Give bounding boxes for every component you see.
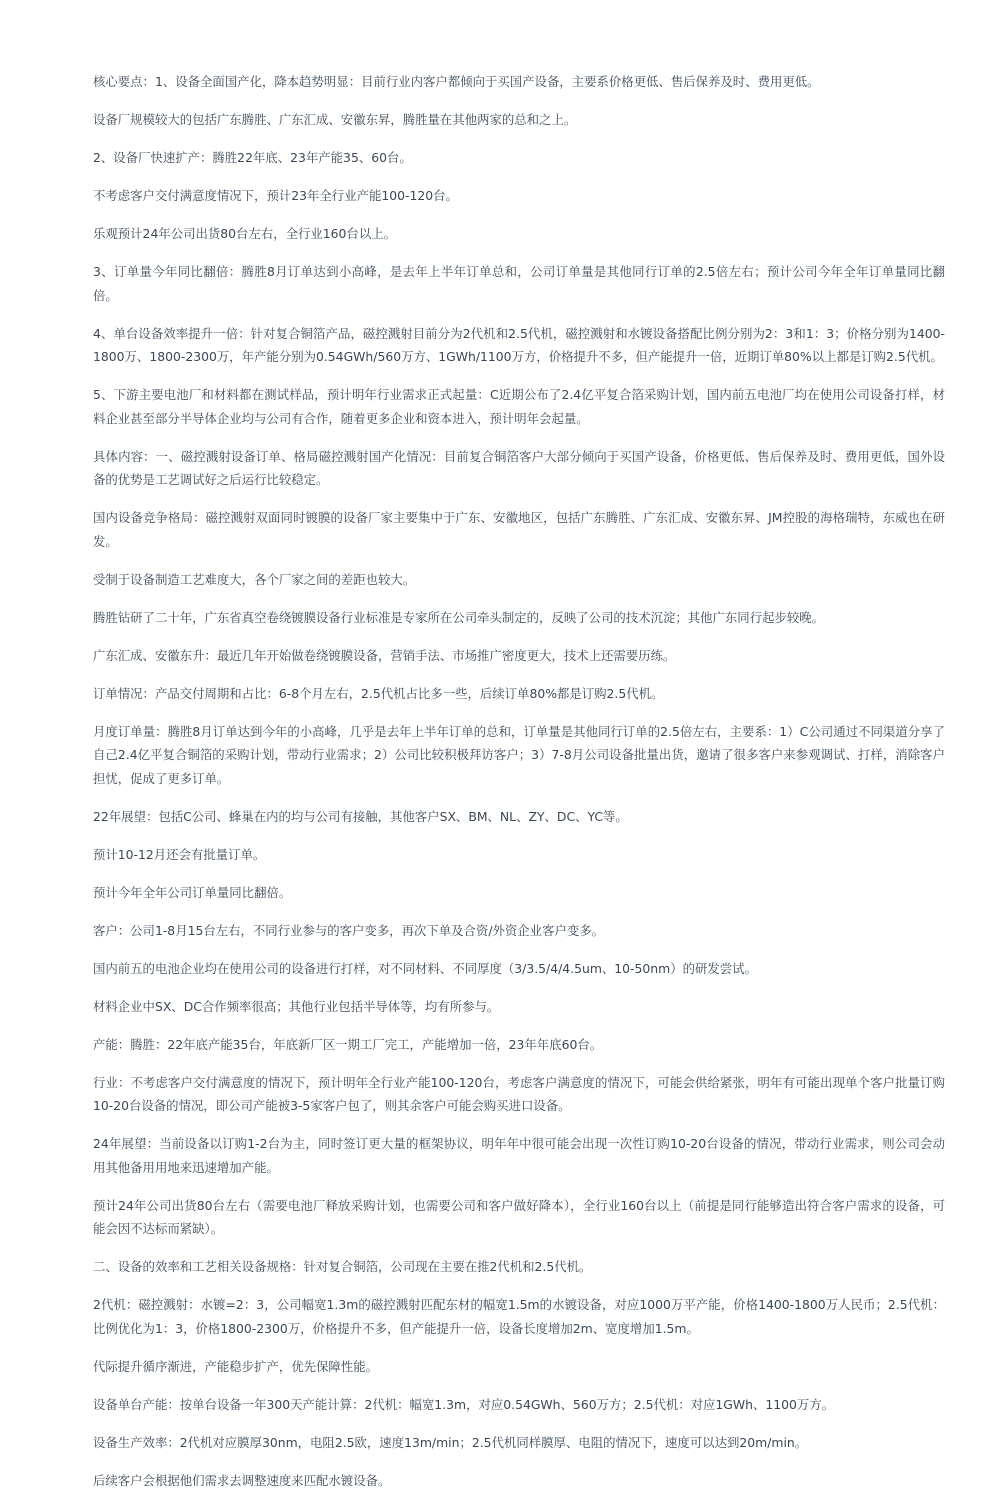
paragraph: 腾胜钻研了二十年，广东省真空卷绕镀膜设备行业标准是专家所在公司牵头制定的，反映了公司的技术沉淀；其他广东同行起步较晚。 (93, 609, 825, 625)
paragraph: 国内前五的电池企业均在使用公司的设备进行打样，对不同材料、不同厚度（3/3.5/4/4.5um、10-50nm）的研发尝试。 (93, 960, 757, 976)
paragraph-core-points: 核心要点：1、设备全面国产化，降本趋势明显：目前行业内客户都倾向于买国产设备，主要系价格更低、售后保养及时、费用更低。 (93, 74, 820, 89)
paragraph: 预计10-12月还会有批量订单。 (93, 846, 266, 862)
paragraph: 22年展望：包括C公司、蜂巢在内的均与公司有接触，其他客户SX、BM、NL、ZY、DC、YC等。 (93, 808, 628, 824)
paragraph: 产能：腾胜：22年底产能35台，年底新厂区一期工厂完工，产能增加一倍，23年年底60台。 (93, 1036, 603, 1052)
paragraph: 5、下游主要电池厂和材料都在测试样品，预计明年行业需求正式起量：C近期公布了2.4亿平复合箔采购计划，国内前五电池厂均在使用公司设备打样，材料企业甚至部分半导体企业均与公司有合作，随着更多企业和资本进入，预计明年会起量。 (93, 387, 945, 426)
paragraph: 预计24年公司出货80台左右（需要电池厂释放采购计划，也需要公司和客户做好降本），全行业160台以上（前提是同行能够造出符合客户需求的设备，可能会因不达标而紧缺）。 (93, 1197, 945, 1236)
paragraph: 3、订单量今年同比翻倍：腾胜8月订单达到小高峰，是去年上半年订单总和，公司订单量是其他同行订单的2.5倍左右；预计公司今年全年订单量同比翻倍。 (93, 264, 945, 303)
paragraph: 后续客户会根据他们需求去调整速度来匹配水镀设备。 (93, 1472, 391, 1488)
paragraph: 预计今年全年公司订单量同比翻倍。 (93, 884, 292, 900)
paragraph: 2代机：磁控溅射：水镀=2：3，公司幅宽1.3m的磁控溅射匹配东材的幅宽1.5m的水镀设备，对应1000万平产能，价格1400-1800万人民币；2.5代机：比例优化为1：3，价格1800-2300万，价格提升不多，但产能提升一倍，设备长度增加2m、宽度增加1.5m。 (93, 1297, 945, 1336)
paragraph: 代际提升循序渐进，产能稳步扩产，优先保障性能。 (93, 1358, 378, 1374)
paragraph: 设备生产效率：2代机对应膜厚30nm，电阻2.5欧，速度13m/min；2.5代机同样膜厚、电阻的情况下，速度可以达到20m/min。 (93, 1434, 808, 1450)
document-body (93, 70, 945, 1507)
paragraph-details: 具体内容：一、磁控溅射设备订单、格局磁控溅射国产化情况：目前复合铜箔客户大部分倾向于买国产设备，价格更低、售后保养及时、费用更低，国外设备的优势是工艺调试好之后运行比较稳定。 (93, 448, 945, 487)
paragraph: 2、设备厂快速扩产：腾胜22年底、23年产能35、60台。 (93, 150, 412, 165)
paragraph: 4、单台设备效率提升一倍：针对复合铜箔产品，磁控溅射目前分为2代机和2.5代机，磁控溅射和水镀设备搭配比例分别为2：3和1：3；价格分别为1400-1800万、1800-2300万，年产能分别为0.54GWh/560万方、1GWh/1100万方，价格提升不多，但产能提升一倍，近期订单80%以上都是订购2.5代机。 (93, 325, 945, 364)
paragraph: 24年展望：当前设备以订购1-2台为主，同时签订更大量的框架协议，明年年中很可能会出现一次性订购10-20台设备的情况，带动行业需求，则公司会动用其他备用用地来迅速增加产能。 (93, 1136, 945, 1175)
paragraph-section-two: 二、设备的效率和工艺相关设备规格：针对复合铜箔，公司现在主要在推2代机和2.5代机。 (93, 1259, 592, 1274)
paragraph: 广东汇成、安徽东升：最近几年开始做卷绕镀膜设备，营销手法、市场推广密度更大，技术上还需要历练。 (93, 647, 676, 663)
paragraph: 国内设备竞争格局：磁控溅射双面同时镀膜的设备厂家主要集中于广东、安徽地区，包括广东腾胜、广东汇成、安徽东昇、JM控股的海格瑞特，东威也在研发。 (93, 510, 945, 549)
paragraph: 不考虑客户交付满意度情况下，预计23年全行业产能100-120台。 (93, 188, 458, 203)
paragraph: 设备厂规模较大的包括广东腾胜、广东汇成、安徽东昇，腾胜量在其他两家的总和之上。 (93, 112, 577, 127)
paragraph: 订单情况：产品交付周期和占比：6-8个月左右，2.5代机占比多一些，后续订单80%都是订购2.5代机。 (93, 685, 664, 701)
paragraph: 月度订单量：腾胜8月订单达到今年的小高峰，几乎是去年上半年订单的总和，订单量是其他同行订单的2.5倍左右，主要系：1）C公司通过不同渠道分享了自己2.4亿平复合铜箔的采购计划，带动行业需求；2）公司比较积极拜访客户；3）7-8月公司设备批量出货，邀请了很多客户来参观调试、打样，消除客户担忧，促成了更多订单。 (93, 723, 945, 786)
paragraph: 行业：不考虑客户交付满意度的情况下，预计明年全行业产能100-120台，考虑客户满意度的情况下，可能会供给紧张，明年有可能出现单个客户批量订购10-20台设备的情况，即公司产能被3-5家客户包了，则其余客户可能会购买进口设备。 (93, 1074, 945, 1113)
paragraph: 设备单台产能：按单台设备一年300天产能计算：2代机：幅宽1.3m，对应0.54GWh、560万方；2.5代机：对应1GWh、1100万方。 (93, 1396, 835, 1412)
paragraph: 材料企业中SX、DC合作频率很高；其他行业包括半导体等，均有所参与。 (93, 998, 500, 1014)
paragraph: 客户：公司1-8月15台左右，不同行业参与的客户变多，再次下单及合资/外资企业客户变多。 (93, 922, 605, 938)
paragraph: 受制于设备制造工艺难度大，各个厂家之间的差距也较大。 (93, 571, 416, 587)
paragraph: 乐观预计24年公司出货80台左右，全行业160台以上。 (93, 226, 396, 241)
